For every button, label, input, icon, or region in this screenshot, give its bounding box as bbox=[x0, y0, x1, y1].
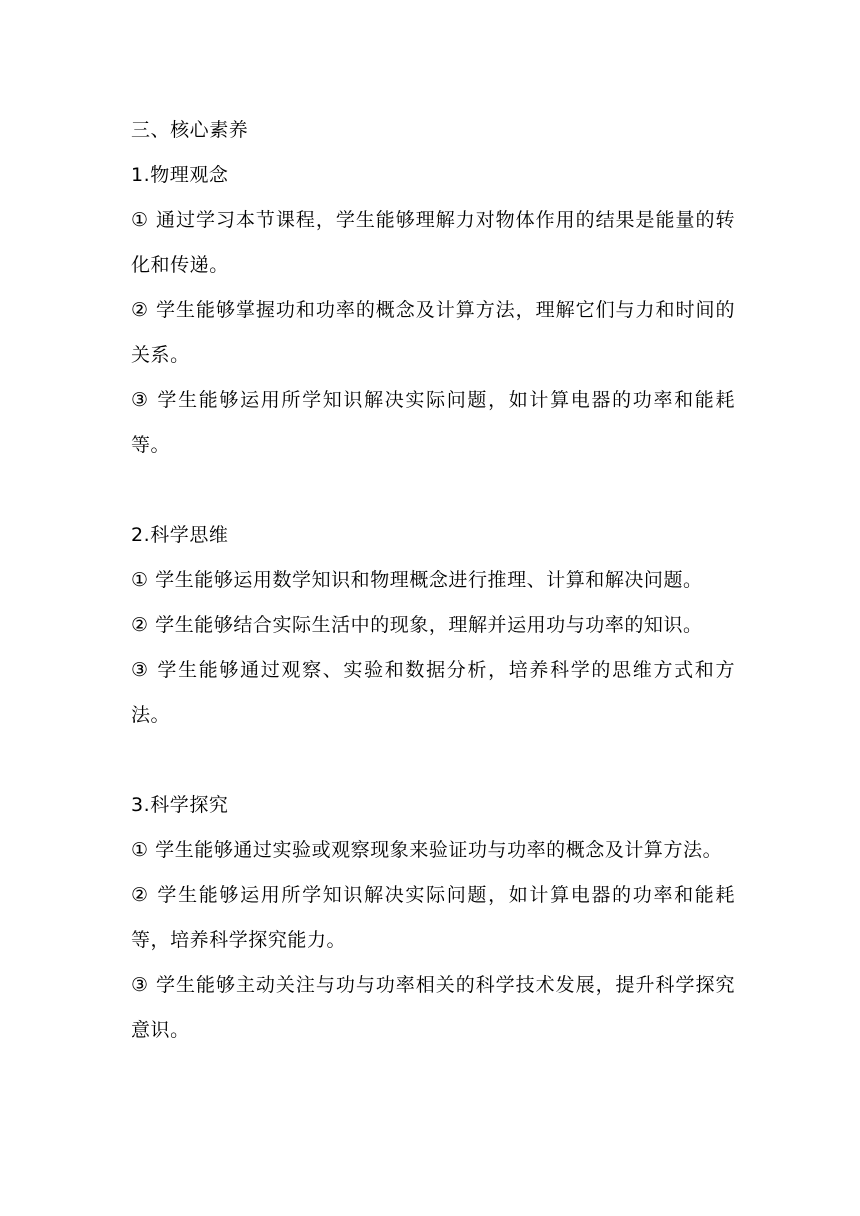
group-scientific-thinking bbox=[131, 513, 735, 738]
list-item: ② 学生能够运用所学知识解决实际问题，如计算电器的功率和能耗等，培养科学探究能力。 bbox=[131, 884, 735, 951]
paragraph-gap bbox=[131, 738, 735, 783]
group-heading: 2.科学思维 bbox=[131, 524, 229, 546]
section-title: 三、核心素养 bbox=[131, 119, 249, 141]
group-heading: 1.物理观念 bbox=[131, 164, 229, 186]
list-item: ① 通过学习本节课程，学生能够理解力对物体作用的结果是能量的转化和传递。 bbox=[131, 209, 735, 276]
group-physics-concept bbox=[131, 153, 735, 468]
list-item: ② 学生能够掌握功和功率的概念及计算方法，理解它们与力和时间的关系。 bbox=[131, 299, 735, 366]
list-item: ③ 学生能够通过观察、实验和数据分析，培养科学的思维方式和方法。 bbox=[131, 659, 735, 726]
list-item: ① 学生能够通过实验或观察现象来验证功与功率的概念及计算方法。 bbox=[131, 839, 723, 861]
group-heading: 3.科学探究 bbox=[131, 794, 229, 816]
list-item: ③ 学生能够运用所学知识解决实际问题，如计算电器的功率和能耗等。 bbox=[131, 389, 735, 456]
group-scientific-inquiry bbox=[131, 783, 735, 1053]
paragraph-gap bbox=[131, 468, 735, 513]
document-body bbox=[131, 108, 735, 1053]
list-item: ③ 学生能够主动关注与功与功率相关的科学技术发展，提升科学探究意识。 bbox=[131, 974, 735, 1041]
list-item: ① 学生能够运用数学知识和物理概念进行推理、计算和解决问题。 bbox=[131, 569, 703, 591]
list-item: ② 学生能够结合实际生活中的现象，理解并运用功与功率的知识。 bbox=[131, 614, 703, 636]
